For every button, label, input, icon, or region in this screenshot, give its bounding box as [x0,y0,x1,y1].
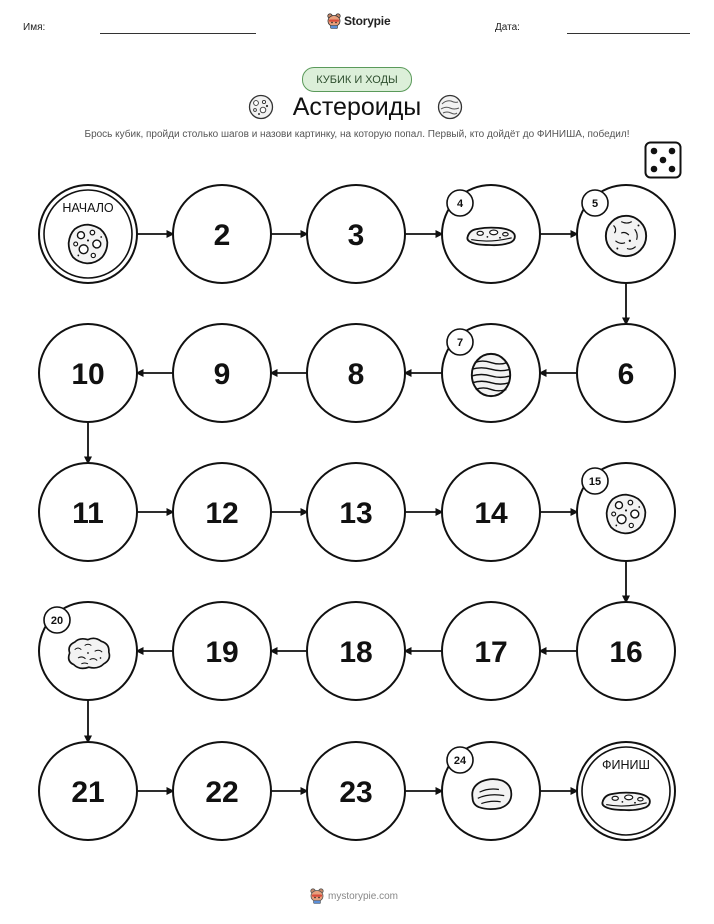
board-cell-19 [173,602,271,700]
board-cell-10 [39,324,137,422]
cell-number: 2 [213,219,231,252]
cell-number: 16 [609,636,643,669]
board-cell-13 [307,463,405,561]
board-cell-18 [307,602,405,700]
cell-number: 19 [205,636,239,669]
striped-asteroid-icon [472,354,510,396]
board-cell-24 [442,742,540,840]
cell-badge-number: 5 [591,198,599,210]
board-cell-5 [577,185,675,283]
board-cell-17 [442,602,540,700]
board-cell-2 [173,185,271,283]
board-cell-8 [307,324,405,422]
round-asteroid-icon [606,216,646,256]
date-label: Дата: [495,22,520,33]
cell-number: 13 [339,497,373,530]
board-cell-14 [442,463,540,561]
cell-circle [577,742,675,840]
cell-number: 12 [205,497,239,530]
cell-badge-number: 24 [453,755,467,767]
storypie-mascot-icon [310,888,324,904]
cell-number: 10 [71,358,105,391]
cell-number: 23 [339,776,373,809]
board-cell-1 [39,185,137,283]
cell-number: 8 [347,358,365,391]
cell-badge-number: 4 [456,198,464,210]
board-cell-25 [577,742,675,840]
rock-asteroid-icon [472,779,511,809]
page-title: Астероиды [292,93,422,121]
cell-number: 17 [474,636,508,669]
board-cell-21 [39,742,137,840]
board-cell-20 [39,602,137,700]
flat-asteroid-icon [467,228,514,246]
footer-url: mystorypie.com [328,890,399,902]
cell-number: 9 [213,358,231,391]
board-cell-7 [442,324,540,422]
board-cells [39,185,675,840]
name-label: Имя: [23,22,46,33]
cell-number: 18 [339,636,373,669]
instructions-text: Брось кубик, пройди столько шагов и назови картинку, на которую попал. Первый, кто дойдёт до ФИНИША, победил! [84,129,630,140]
activity-badge: КУБИК И ХОДЫ [302,67,412,92]
cell-badge-number: 7 [456,337,464,349]
cell-number: 3 [347,219,365,252]
brand-name: Storypie [344,14,391,28]
board-cell-16 [577,602,675,700]
lumpy-asteroid-icon [69,638,110,668]
asteroid-cratered-icon [69,225,108,264]
board-cell-12 [173,463,271,561]
footer [310,888,398,904]
flat-asteroid-icon [602,793,649,811]
board-cell-23 [307,742,405,840]
start-label: НАЧАЛО [62,201,114,215]
finish-label: ФИНИШ [602,758,650,772]
board-cell-4 [442,185,540,283]
board-cell-9 [173,324,271,422]
board-cell-15 [577,463,675,561]
board-cell-11 [39,463,137,561]
cell-number: 14 [474,497,508,530]
cell-badge-number: 20 [50,615,64,627]
cell-number: 11 [72,497,104,530]
board-cell-6 [577,324,675,422]
cell-badge-number: 15 [588,476,602,488]
board-cell-22 [173,742,271,840]
cell-number: 6 [617,358,635,391]
board-cell-3 [307,185,405,283]
asteroid-cratered-icon [607,495,646,534]
cell-number: 22 [205,776,239,809]
cell-number: 21 [71,776,105,809]
